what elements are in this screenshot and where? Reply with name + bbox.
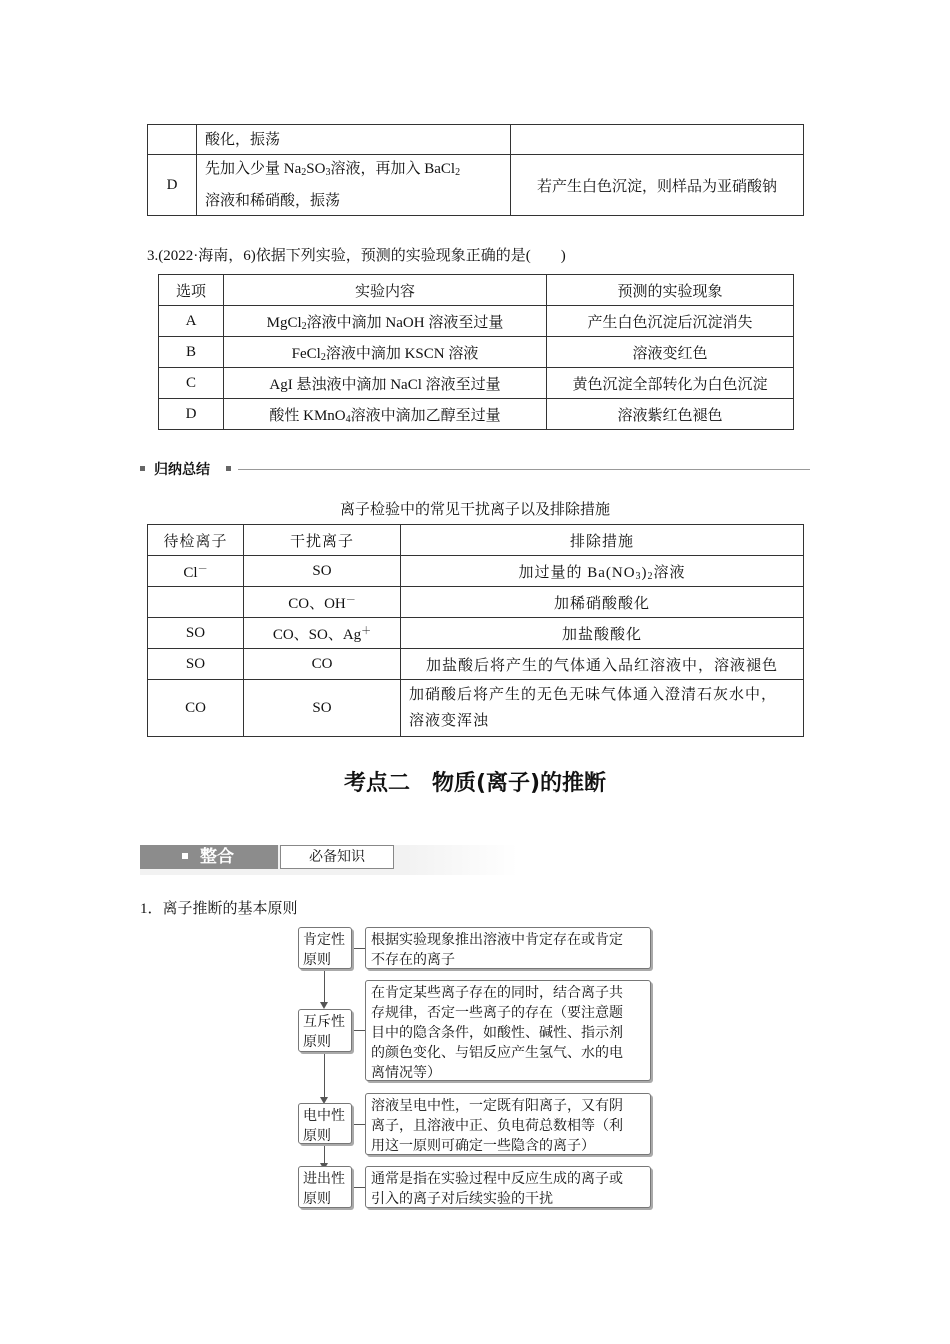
principle-description-box: 通常是指在实验过程中反应生成的离子或 引入的离子对后续实验的干扰 bbox=[365, 1166, 651, 1208]
table-row bbox=[159, 337, 794, 368]
table-row bbox=[148, 125, 804, 155]
table-row bbox=[148, 155, 804, 216]
divider bbox=[238, 469, 810, 470]
principle-label-box: 肯定性 原则 bbox=[298, 927, 352, 969]
content-cell: 酸性 KMnO$_4$溶液中滴加乙醇至过量 bbox=[224, 399, 547, 430]
principle-description-box: 根据实验现象推出溶液中肯定存在或肯定 不存在的离子 bbox=[365, 927, 651, 969]
table-row bbox=[148, 618, 804, 649]
target-ion-cell bbox=[148, 587, 244, 618]
table-header-row bbox=[159, 275, 794, 306]
square-bullet-icon bbox=[182, 853, 188, 859]
content-cell: AgI 悬浊液中滴加 NaCl 溶液至过量 bbox=[224, 368, 547, 399]
target-ion-cell: SO bbox=[148, 649, 244, 680]
interference-table-title: 离子检验中的常见干扰离子以及排除措施 bbox=[339, 502, 610, 518]
result-cell bbox=[511, 125, 804, 155]
summary-heading bbox=[140, 459, 810, 479]
question-3-text: 3.(2022·海南，6)依据下列实验，预测的实验现象正确的是( ) bbox=[147, 248, 566, 264]
content-cell: MgCl$_2$溶液中滴加 NaOH 溶液至过量 bbox=[224, 306, 547, 337]
measure-cell: 加稀硝酸酸化 bbox=[401, 587, 804, 618]
content-cell: FeCl$_2$溶液中滴加 KSCN 溶液 bbox=[224, 337, 547, 368]
table-header-row bbox=[148, 525, 804, 556]
table-row bbox=[148, 680, 804, 737]
result-cell: 溶液紫红色褪色 bbox=[547, 399, 794, 430]
banner-main bbox=[140, 845, 278, 869]
result-cell: 黄色沉淀全部转化为白色沉淀 bbox=[547, 368, 794, 399]
header-cell: 排除措施 bbox=[401, 525, 804, 556]
table-row bbox=[159, 399, 794, 430]
table-row bbox=[148, 649, 804, 680]
option-cell: D bbox=[159, 399, 224, 430]
flow-connector bbox=[353, 1030, 365, 1031]
option-cell: A bbox=[159, 306, 224, 337]
header-cell: 干扰离子 bbox=[244, 525, 401, 556]
measure-cell: 加过量的 $Ba(NO_3)_2$溶液 bbox=[401, 556, 804, 587]
option-cell: C bbox=[159, 368, 224, 399]
principle-label-box: 互斥性 原则 bbox=[298, 1009, 352, 1052]
result-cell: 溶液变红色 bbox=[547, 337, 794, 368]
measure-cell: 加盐酸后将产生的气体通入品红溶液中，溶液褪色 bbox=[401, 649, 804, 680]
square-bullet-icon bbox=[140, 466, 145, 471]
principle-description-box: 溶液呈电中性，一定既有阳离子，又有阴 离子，且溶液中正、负电荷总数相等（利 用这一原则可确定一些隐含的离子） bbox=[365, 1093, 651, 1155]
section-title: 考点二 物质(离子)的推断 bbox=[343, 771, 607, 796]
principle-label-box: 电中性 原则 bbox=[298, 1103, 352, 1144]
target-ion-cell: SO bbox=[148, 618, 244, 649]
table-row bbox=[159, 368, 794, 399]
principle-label-box: 进出性 原则 bbox=[298, 1166, 352, 1208]
result-cell: 若产生白色沉淀，则样品为亚硝酸钠 bbox=[511, 155, 804, 216]
measure-cell: 加盐酸酸化 bbox=[401, 618, 804, 649]
target-ion-cell: Cl－ bbox=[148, 556, 244, 587]
target-ion-cell: CO bbox=[148, 680, 244, 737]
option-cell: B bbox=[159, 337, 224, 368]
interfering-ion-cell: SO bbox=[244, 556, 401, 587]
interfering-ion-cell: CO bbox=[244, 649, 401, 680]
flow-line bbox=[324, 1052, 325, 1102]
content-cell: 酸化，振荡 bbox=[197, 125, 511, 155]
interfering-ion-cell: CO、OH－ bbox=[244, 587, 401, 618]
interference-ion-table bbox=[147, 524, 804, 737]
option-table-continued bbox=[147, 124, 804, 216]
item-1-heading: 1．离子推断的基本原则 bbox=[140, 901, 298, 917]
header-cell: 选项 bbox=[159, 275, 224, 306]
banner-tab: 必备知识 bbox=[280, 845, 394, 869]
interfering-ion-cell: CO、SO、Ag＋ bbox=[244, 618, 401, 649]
table-row bbox=[159, 306, 794, 337]
section-banner bbox=[140, 845, 518, 875]
interfering-ion-cell: SO bbox=[244, 680, 401, 737]
summary-heading-text: 归纳总结 bbox=[154, 461, 210, 477]
option-cell: D bbox=[148, 155, 197, 216]
banner-main-text: 整合 bbox=[200, 847, 234, 867]
arrow-down-icon bbox=[320, 1002, 328, 1009]
measure-cell: 加硝酸后将产生的无色无味气体通入澄清石灰水中， 溶液变浑浊 bbox=[401, 680, 804, 737]
header-cell: 预测的实验现象 bbox=[547, 275, 794, 306]
content-cell: 先加入少量 $Na_2SO_3$溶液，再加入 BaCl$_2$ 溶液和稀硝酸，振荡 bbox=[197, 155, 511, 216]
table-row bbox=[148, 556, 804, 587]
flow-connector bbox=[353, 1124, 365, 1125]
flow-connector bbox=[353, 1187, 365, 1188]
principle-description-box: 在肯定某些离子存在的同时，结合离子共 存规律，否定一些离子的存在（要注意题 目中的隐含条件，如酸性、碱性、指示剂 的颜色变化、与铝反应产生氢气、水的电 离情况等） bbox=[365, 980, 651, 1081]
flow-connector bbox=[353, 948, 365, 949]
header-cell: 实验内容 bbox=[224, 275, 547, 306]
square-bullet-icon bbox=[226, 466, 231, 471]
header-cell: 待检离子 bbox=[148, 525, 244, 556]
table-row bbox=[148, 587, 804, 618]
question-3-table bbox=[158, 274, 794, 430]
result-cell: 产生白色沉淀后沉淀消失 bbox=[547, 306, 794, 337]
option-cell bbox=[148, 125, 197, 155]
